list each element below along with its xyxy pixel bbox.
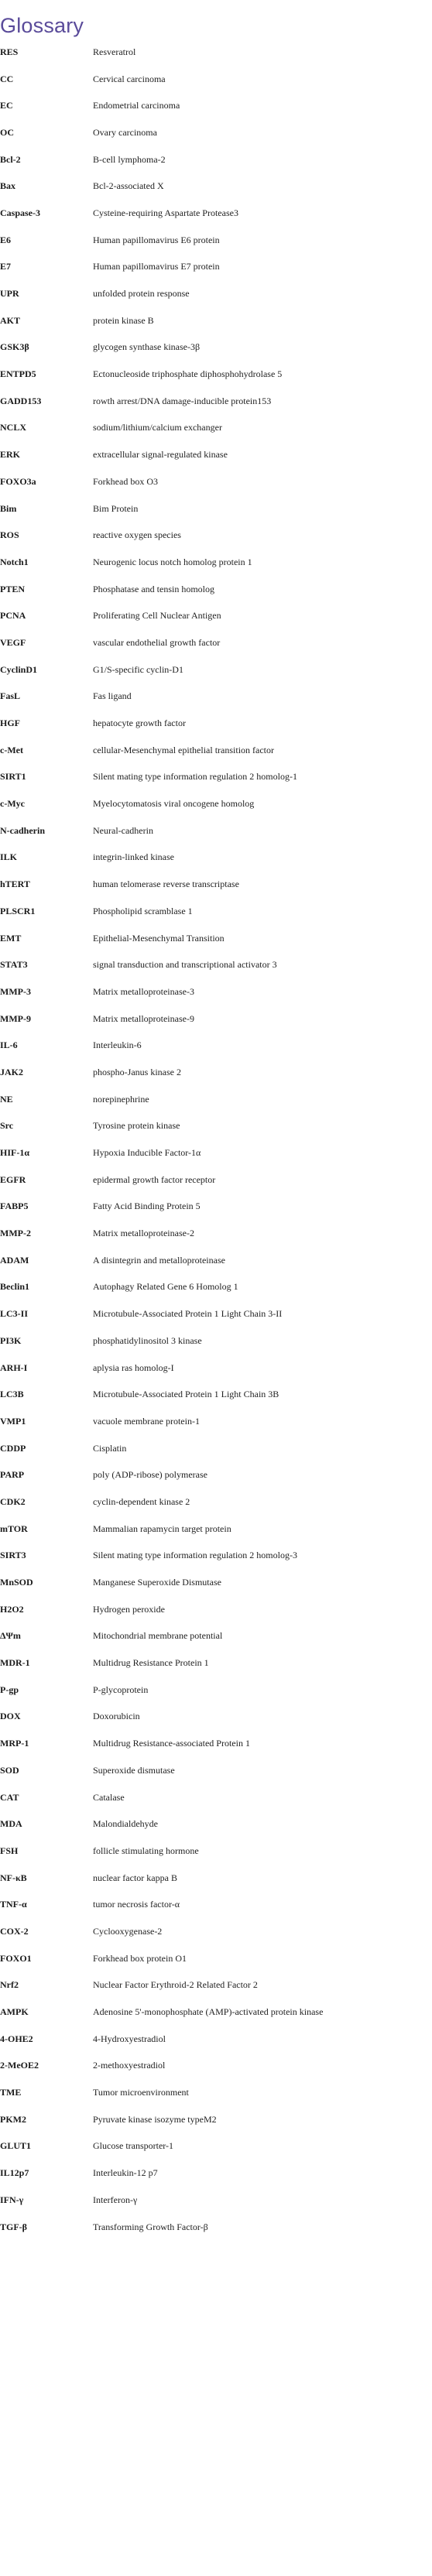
glossary-definition: Multidrug Resistance-associated Protein 1 [93,1738,250,1749]
glossary-term: PTEN [0,583,26,594]
glossary-entry [0,173,432,200]
glossary-entry [0,1274,432,1301]
glossary-entry [0,1247,432,1274]
glossary-definition: Myelocytomatosis viral oncogene homolog [93,798,255,810]
glossary-entry [0,1300,432,1327]
glossary-entry [0,602,432,629]
glossary-entry [0,1194,432,1221]
glossary-definition: vascular endothelial growth factor [93,636,221,648]
glossary-entry [0,576,432,603]
glossary-definition: Cervical carcinoma [93,73,166,84]
glossary-definition: Neural-cadherin [93,824,153,836]
glossary-entry [0,549,432,576]
glossary-entry [0,1327,432,1355]
glossary-entry [0,1649,432,1677]
glossary-term: Beclin1 [0,1281,29,1293]
glossary-term: MDA [0,1818,22,1830]
glossary-term: VEGF [0,636,26,648]
glossary-term: N-cadherin [0,824,45,836]
glossary-definition: Mitochondrial membrane potential [93,1630,223,1642]
glossary-definition: nuclear factor kappa B [93,1872,177,1883]
glossary-entry [0,1408,432,1435]
glossary-definition: integrin-linked kinase [93,851,174,863]
glossary-term: COX-2 [0,1925,29,1937]
glossary-term: P-gp [0,1684,19,1695]
glossary-entry [0,656,432,683]
glossary-definition: cyclin-dependent kinase 2 [93,1495,190,1507]
glossary-entry [0,1865,432,1892]
glossary-term: Bax [0,180,16,192]
glossary-definition: Phospholipid scramblase 1 [93,905,193,916]
glossary-entry [0,817,432,844]
glossary-entry [0,2026,432,2053]
glossary-definition: Ovary carcinoma [93,126,157,138]
glossary-definition: Phosphatase and tensin homolog [93,583,214,594]
glossary-definition: aplysia ras homolog-I [93,1362,174,1373]
glossary-definition: Bim Protein [93,502,139,514]
glossary-term: mTOR [0,1523,28,1534]
glossary-term: JAK2 [0,1066,23,1077]
glossary-definition: rowth arrest/DNA damage-inducible protein153 [93,395,272,406]
glossary-term: TNF-α [0,1899,27,1910]
glossary-definition: Doxorubicin [93,1711,140,1722]
glossary-term: AKT [0,314,21,326]
glossary-definition: Matrix metalloproteinase-9 [93,1012,194,1024]
glossary-definition: epidermal growth factor receptor [93,1173,216,1185]
glossary-entry [0,1838,432,1865]
glossary-definition: Transforming Growth Factor-β [93,2221,208,2232]
glossary-term: ENTPD5 [0,368,36,380]
glossary-entry [0,1730,432,1757]
glossary-term: E6 [0,234,12,245]
glossary-entry [0,844,432,872]
glossary-entry [0,388,432,415]
glossary-definition: Pyruvate kinase isozyme typeM2 [93,2113,217,2125]
glossary-definition: Tumor microenvironment [93,2087,189,2098]
glossary-term: LC3-II [0,1308,29,1320]
glossary-definition: norepinephrine [93,1093,149,1105]
glossary-entry [0,683,432,711]
glossary-entry [0,1139,432,1166]
glossary-definition: Forkhead box O3 [93,475,158,487]
glossary-term: MRP-1 [0,1738,29,1749]
glossary-entry [0,1757,432,1784]
glossary-term: hTERT [0,879,30,890]
glossary-entry [0,1381,432,1408]
glossary-term: Caspase-3 [0,207,41,218]
glossary-definition: G1/S-specific cyclin-D1 [93,663,183,675]
glossary-term: TME [0,2087,22,2098]
glossary-entry [0,415,432,442]
glossary-definition: glycogen synthase kinase-3β [93,341,201,353]
glossary-term: CDDP [0,1442,26,1454]
glossary-term: CAT [0,1791,19,1803]
glossary-term: CyclinD1 [0,663,37,675]
glossary-term: OC [0,126,14,138]
glossary-entry [0,495,432,522]
glossary-entry [0,737,432,764]
glossary-term: RES [0,46,19,57]
glossary-term: EC [0,100,13,111]
glossary-term: NE [0,1093,13,1105]
glossary-definition: vacuole membrane protein-1 [93,1415,200,1427]
glossary-term: HIF-1α [0,1147,30,1159]
glossary-entry [0,710,432,737]
glossary-entry [0,307,432,334]
glossary-term: E7 [0,261,12,272]
glossary-entry [0,1810,432,1838]
glossary-term: IFN-γ [0,2194,24,2205]
glossary-term: MDR-1 [0,1657,30,1669]
glossary-entry [0,1543,432,1570]
glossary-definition: Interferon-γ [93,2194,138,2205]
glossary-definition: Resveratrol [93,46,136,57]
glossary-entry [0,280,432,307]
glossary-definition: Glucose transporter-1 [93,2140,174,2152]
glossary-entry [0,1704,432,1731]
glossary-definition: Neurogenic locus notch homolog protein 1 [93,556,252,567]
glossary-definition: sodium/lithium/calcium exchanger [93,422,222,433]
glossary-entry [0,871,432,898]
glossary-definition: 2-methoxyestradiol [93,2060,166,2071]
glossary-definition: poly (ADP-ribose) polymerase [93,1469,207,1481]
glossary-definition: Proliferating Cell Nuclear Antigen [93,610,221,622]
glossary-definition: Microtubule-Associated Protein 1 Light Chain 3B [93,1389,279,1400]
glossary-term: NCLX [0,422,27,433]
glossary-term: GSK3β [0,341,29,353]
glossary-entry [0,1569,432,1596]
glossary-entry [0,1220,432,1247]
glossary-term: Notch1 [0,556,29,567]
glossary-entry [0,2079,432,2106]
glossary-term: 4-OHE2 [0,2033,33,2044]
glossary-entry [0,629,432,656]
glossary-entry [0,898,432,925]
glossary-definition: B-cell lymphoma-2 [93,153,166,165]
glossary-term: CC [0,73,14,84]
glossary-entry [0,1461,432,1488]
glossary-term: SIRT1 [0,771,26,783]
glossary-entry [0,951,432,978]
glossary-definition: Hypoxia Inducible Factor-1α [93,1147,201,1159]
glossary-definition: Bcl-2-associated X [93,180,164,192]
glossary-term: Nrf2 [0,1979,19,1991]
glossary-definition: P-glycoprotein [93,1684,149,1695]
glossary-entry [0,92,432,119]
glossary-definition: Matrix metalloproteinase-3 [93,985,194,997]
glossary-term: ADAM [0,1254,29,1266]
glossary-entry [0,1677,432,1704]
glossary-definition: protein kinase B [93,314,154,326]
glossary-entry [0,1355,432,1382]
glossary-definition: Multidrug Resistance Protein 1 [93,1657,209,1669]
glossary-definition: Silent mating type information regulation 2 homolog-1 [93,771,297,783]
glossary-term: Bim [0,502,17,514]
glossary-entry [0,2053,432,2080]
glossary-entry [0,978,432,1005]
glossary-entry [0,1784,432,1811]
glossary-term: MnSOD [0,1577,33,1588]
glossary-definition: Nuclear Factor Erythroid-2 Related Factor 2 [93,1979,258,1991]
glossary-term: PKM2 [0,2113,26,2125]
glossary-entry [0,468,432,495]
glossary-entry [0,522,432,549]
glossary-entry [0,39,432,66]
glossary-definition: Cisplatin [93,1442,127,1454]
glossary-definition: Mammalian rapamycin target protein [93,1523,231,1534]
glossary-definition: Malondialdehyde [93,1818,158,1830]
glossary-term: IL-6 [0,1040,18,1051]
glossary-entry [0,1972,432,1999]
glossary-entry [0,1999,432,2026]
glossary-entry [0,2133,432,2160]
glossary-definition: cellular-Mesenchymal epithelial transition factor [93,744,274,755]
glossary-definition: Ectonucleoside triphosphate diphosphohydrolase 5 [93,368,283,380]
glossary-definition: Autophagy Related Gene 6 Homolog 1 [93,1281,238,1293]
glossary-definition: Epithelial-Mesenchymal Transition [93,932,225,944]
glossary-term: PI3K [0,1334,22,1346]
glossary-entry [0,2187,432,2214]
glossary-entry [0,1166,432,1194]
glossary-entry [0,1435,432,1462]
glossary-entry [0,1005,432,1033]
glossary-entry [0,146,432,173]
glossary-term: EGFR [0,1173,26,1185]
glossary-term: PCNA [0,610,26,622]
glossary-definition: Fatty Acid Binding Protein 5 [93,1201,201,1212]
glossary-entry [0,1623,432,1650]
glossary-entry [0,1488,432,1516]
glossary-term: NF-κB [0,1872,27,1883]
glossary-term: FABP5 [0,1201,29,1212]
glossary-entry [0,200,432,227]
glossary-term: LC3B [0,1389,24,1400]
glossary-entry [0,441,432,468]
glossary-definition: Endometrial carcinoma [93,100,180,111]
glossary-term: ERK [0,449,21,461]
glossary-entry [0,1059,432,1086]
glossary-term: ILK [0,851,18,863]
glossary-term: EMT [0,932,22,944]
glossary-entry [0,1113,432,1140]
glossary-term: FSH [0,1845,19,1856]
glossary-definition: follicle stimulating hormone [93,1845,199,1856]
glossary-definition: Human papillomavirus E6 protein [93,234,220,245]
glossary-entry [0,1918,432,1945]
glossary-term: 2-MeOE2 [0,2060,39,2071]
glossary-definition: Catalase [93,1791,125,1803]
glossary-definition: Silent mating type information regulation 2 homolog-3 [93,1550,297,1561]
glossary-definition: Human papillomavirus E7 protein [93,261,220,272]
glossary-term: FOXO3a [0,475,36,487]
glossary-term: GADD153 [0,395,42,406]
glossary-entry [0,2160,432,2187]
glossary-definition: Microtubule-Associated Protein 1 Light Chain 3-II [93,1308,283,1320]
glossary-term: SIRT3 [0,1550,26,1561]
glossary-definition: Fas ligand [93,690,132,702]
glossary-term: PLSCR1 [0,905,36,916]
glossary-term: H2O2 [0,1603,24,1615]
glossary-definition: unfolded protein response [93,288,190,300]
glossary-definition: Interleukin-12 p7 [93,2167,158,2179]
glossary-entry [0,119,432,146]
glossary-term: HGF [0,718,20,729]
glossary-definition: Cyclooxygenase-2 [93,1925,163,1937]
glossary-entry [0,227,432,254]
glossary-list [0,39,432,2240]
glossary-definition: Forkhead box protein O1 [93,1952,187,1964]
glossary-definition: Hydrogen peroxide [93,1603,165,1615]
glossary-term: UPR [0,288,19,300]
glossary-term: MMP-9 [0,1012,31,1024]
glossary-definition: reactive oxygen species [93,529,181,541]
glossary-definition: Manganese Superoxide Dismutase [93,1577,221,1588]
glossary-title: Glossary [0,14,84,38]
glossary-term: AMPK [0,2006,29,2018]
glossary-entry [0,1086,432,1113]
glossary-term: PARP [0,1469,25,1481]
glossary-definition: human telomerase reverse transcriptase [93,879,239,890]
glossary-entry [0,1516,432,1543]
glossary-term: TGF-β [0,2221,27,2232]
glossary-term: DOX [0,1711,21,1722]
glossary-term: GLUT1 [0,2140,32,2152]
glossary-entry [0,66,432,93]
glossary-term: MMP-3 [0,985,31,997]
glossary-definition: Matrix metalloproteinase-2 [93,1228,194,1239]
glossary-definition: hepatocyte growth factor [93,718,186,729]
glossary-term: STAT3 [0,959,28,971]
glossary-definition: Adenosine 5'-monophosphate (AMP)-activated protein kinase [93,2006,324,2018]
glossary-definition: Superoxide dismutase [93,1764,175,1776]
glossary-entry [0,254,432,281]
glossary-term: FOXO1 [0,1952,32,1964]
glossary-term: ARH-I [0,1362,28,1373]
glossary-entry [0,790,432,817]
glossary-definition: Interleukin-6 [93,1040,142,1051]
glossary-definition: signal transduction and transcriptional activator 3 [93,959,277,971]
glossary-definition: tumor necrosis factor-α [93,1899,180,1910]
glossary-entry [0,764,432,791]
glossary-entry [0,1891,432,1918]
glossary-definition: A disintegrin and metalloproteinase [93,1254,225,1266]
glossary-entry [0,361,432,388]
glossary-entry [0,925,432,952]
glossary-term: c-Met [0,744,23,755]
glossary-entry [0,1596,432,1623]
glossary-term: IL12p7 [0,2167,29,2179]
glossary-definition: Cysteine-requiring Aspartate Protease3 [93,207,238,218]
glossary-term: ΔΨm [0,1630,21,1642]
glossary-definition: Tyrosine protein kinase [93,1120,180,1132]
glossary-definition: extracellular signal-regulated kinase [93,449,228,461]
glossary-term: VMP1 [0,1415,26,1427]
glossary-term: SOD [0,1764,19,1776]
glossary-definition: 4-Hydroxyestradiol [93,2033,166,2044]
glossary-entry [0,2106,432,2133]
glossary-term: CDK2 [0,1495,26,1507]
glossary-entry [0,334,432,361]
glossary-entry [0,1945,432,1972]
glossary-term: MMP-2 [0,1228,31,1239]
glossary-term: Bcl-2 [0,153,21,165]
glossary-term: FasL [0,690,21,702]
glossary-term: c-Myc [0,798,25,810]
glossary-definition: phosphatidylinositol 3 kinase [93,1334,202,1346]
glossary-entry [0,1032,432,1059]
glossary-term: Src [0,1120,14,1132]
glossary-definition: phospho-Janus kinase 2 [93,1066,181,1077]
glossary-term: ROS [0,529,19,541]
glossary-entry [0,2214,432,2241]
